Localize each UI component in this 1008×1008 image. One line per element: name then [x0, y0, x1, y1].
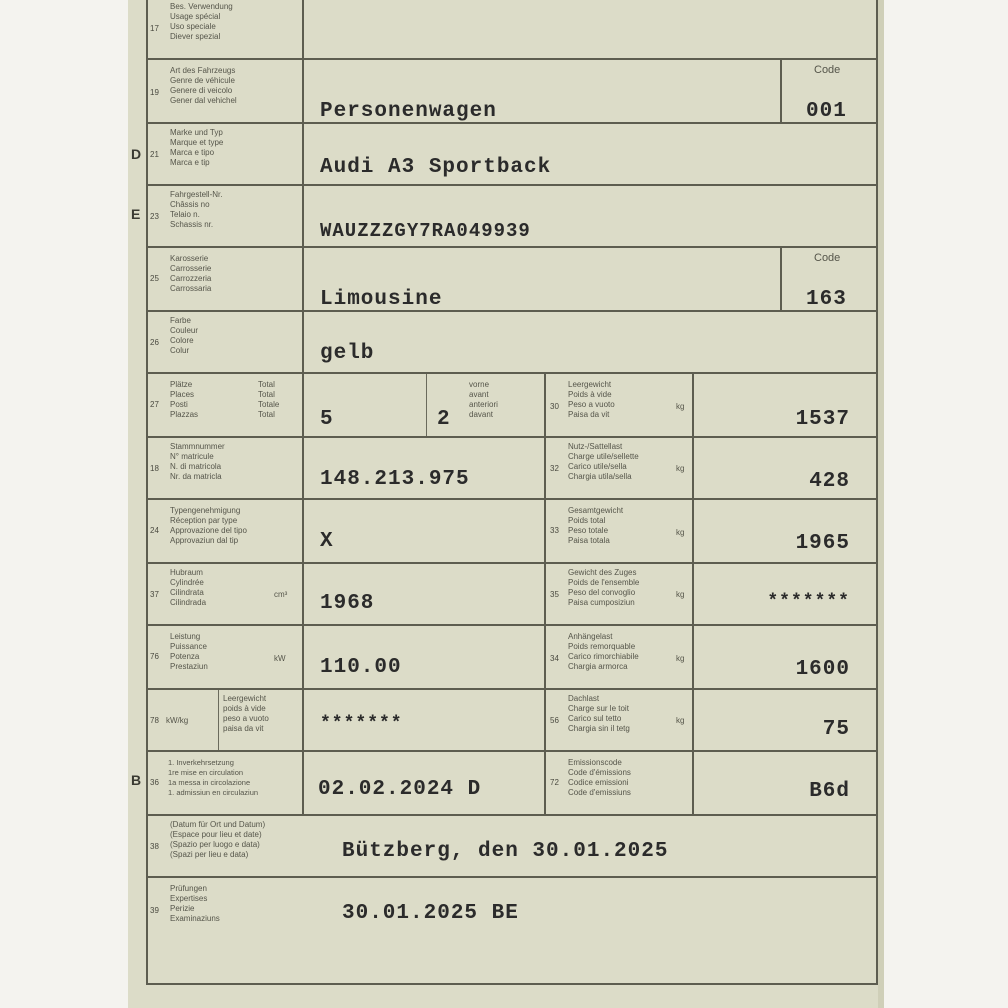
unit-label: kg	[676, 590, 685, 599]
vehicle-type-value: Personenwagen	[320, 100, 497, 123]
front-seats-label: vorne avant anteriori davant	[469, 380, 498, 419]
value-cell-23	[304, 186, 878, 248]
field-label-18: Stammnummer N° matricule N. di matricola Nr. da matricla	[170, 442, 225, 481]
field-number: 18	[150, 464, 159, 473]
field-number: 19	[150, 88, 159, 97]
field-label-27: Plätze Places Posti Plazzas	[170, 380, 199, 419]
vehicle-type-code: 001	[806, 100, 847, 123]
body-code: 163	[806, 288, 847, 311]
power-value: 110.00	[320, 656, 402, 679]
label-cell-76	[146, 626, 304, 690]
label-cell-36	[146, 752, 304, 816]
label-cell-18	[146, 438, 304, 500]
field-number: 78	[150, 716, 159, 725]
field-number: 26	[150, 338, 159, 347]
vin-value: WAUZZZGY7RA049939	[320, 220, 531, 242]
field-number: 32	[550, 464, 559, 473]
value-cell-21	[304, 124, 878, 186]
value-cell-34	[694, 626, 878, 690]
field-number: 56	[550, 716, 559, 725]
field-number: 39	[150, 906, 159, 915]
gross-weight-value: 1965	[795, 532, 850, 555]
field-label-21: Marke und Typ Marque et type Marca e tipo Marca e tip	[170, 128, 224, 167]
field-label-38: (Datum für Ort und Datum) (Espace pour lieu et date) (Spazio per luogo e data) (Spazi per lieu e data)	[170, 820, 266, 859]
label-cell-30	[546, 374, 694, 438]
label-cell-27	[146, 374, 304, 438]
value-cell-26	[304, 312, 878, 374]
field-number: 25	[150, 274, 159, 283]
empty-weight-value: 1537	[795, 408, 850, 431]
field-number: 24	[150, 526, 159, 535]
field-number: 23	[150, 212, 159, 221]
unit-label: cm³	[274, 590, 288, 599]
power-weight-label: kW/kg	[166, 716, 189, 725]
field-number: 34	[550, 654, 559, 663]
front-seats-cell	[426, 374, 546, 436]
body-value: Limousine	[320, 288, 443, 311]
power-weight-value: *******	[320, 714, 403, 734]
color-value: gelb	[320, 342, 375, 365]
field-number: 27	[150, 400, 159, 409]
label-cell-17	[146, 0, 304, 60]
field-label-56: Dachlast Charge sur le toit Carico sul tetto Chargia sin il tetg	[568, 694, 630, 733]
label-cell-24	[146, 500, 304, 564]
value-cell-33	[694, 500, 878, 564]
field-label-30: Leergewicht Poids à vide Peso a vuoto Paisa da vit	[568, 380, 615, 419]
field-number: 35	[550, 590, 559, 599]
towing-load-value: 1600	[795, 658, 850, 681]
code-label: Code	[814, 64, 841, 76]
value-cell-30	[694, 374, 878, 438]
row-39	[146, 878, 878, 984]
total-label: Total Total Totale Total	[258, 380, 280, 419]
field-label-25: Karosserie Carrosserie Carrozzeria Carrossaria	[170, 254, 212, 293]
margin-letter-d: D	[131, 146, 142, 162]
value-cell-36	[304, 752, 546, 816]
label-cell-78	[146, 690, 304, 752]
label-cell-33	[546, 500, 694, 564]
field-label-76: Leistung Puissance Potenza Prestaziun	[170, 632, 208, 671]
place-date-value: Bützberg, den 30.01.2025	[342, 840, 669, 863]
seats-front-value: 2	[437, 408, 451, 431]
field-label-24: Typengenehmigung Réception par type Approvazione del tipo Approvaziun dal tip	[170, 506, 247, 545]
type-approval-value: X	[320, 530, 334, 553]
unit-label: kg	[676, 528, 685, 537]
first-registration-value: 02.02.2024 D	[318, 778, 482, 801]
unit-label: kg	[676, 402, 685, 411]
make-model-value: Audi A3 Sportback	[320, 156, 552, 179]
label-cell-23	[146, 186, 304, 248]
field-label-26: Farbe Couleur Colore Colur	[170, 316, 199, 355]
field-label-78: Leergewicht poids à vide peso a vuoto paisa da vit	[223, 694, 269, 733]
value-cell-56	[694, 690, 878, 752]
label-cell-35	[546, 564, 694, 626]
label-cell-37	[146, 564, 304, 626]
field-number: 38	[150, 842, 159, 851]
field-label-35: Gewicht des Zuges Poids de l'ensemble Peso del convoglio Paisa cumposiziun	[568, 568, 640, 607]
value-cell-72	[694, 752, 878, 816]
value-cell-35	[694, 564, 878, 626]
emission-code-value: B6d	[809, 780, 850, 803]
seats-total-value: 5	[320, 408, 334, 431]
field-label-17: Bes. Verwendung Usage spécial Uso speciale Diever spezial	[170, 2, 233, 41]
field-label-23: Fahrgestell-Nr. Châssis no Telaio n. Schassis nr.	[170, 190, 223, 229]
label-cell-34	[546, 626, 694, 690]
power-weight-sub	[218, 690, 302, 750]
value-cell-37	[304, 564, 546, 626]
margin-letter-b: B	[131, 772, 142, 788]
field-label-33: Gesamtgewicht Poids total Peso totale Paisa totala	[568, 506, 624, 545]
unit-label: kg	[676, 464, 685, 473]
code-cell-19	[780, 60, 878, 124]
field-number: 36	[150, 778, 159, 787]
label-cell-72	[546, 752, 694, 816]
unit-label: kW	[274, 654, 286, 663]
label-cell-32	[546, 438, 694, 500]
code-label: Code	[814, 252, 841, 264]
displacement-value: 1968	[320, 592, 375, 615]
label-cell-25	[146, 248, 304, 312]
field-label-19: Art des Fahrzeugs Genre de véhicule Genere di veicolo Gener dal vehichel	[170, 66, 237, 105]
field-number: 72	[550, 778, 559, 787]
label-cell-19	[146, 60, 304, 124]
code-cell-25	[780, 248, 878, 312]
field-label-32: Nutz-/Sattellast Charge utile/sellette Carico utile/sella Chargia utila/sella	[568, 442, 639, 481]
field-label-36: 1. Inverkehrsetzung 1re mise en circulation 1a messa in circolazione 1. admissiun en circulaziun	[168, 758, 259, 797]
field-label-37: Hubraum Cylindrée Cilindrata Cilindrada	[170, 568, 207, 607]
field-number: 37	[150, 590, 159, 599]
value-cell-18	[304, 438, 546, 500]
label-cell-26	[146, 312, 304, 374]
field-label-39: Prüfungen Expertises Perizie Examinaziuns	[170, 884, 220, 923]
field-number: 17	[150, 24, 159, 33]
margin-letter-e: E	[131, 206, 141, 222]
registration-number-value: 148.213.975	[320, 468, 470, 491]
payload-value: 428	[809, 470, 850, 493]
value-cell-76	[304, 626, 546, 690]
field-number: 33	[550, 526, 559, 535]
unit-label: kg	[676, 654, 685, 663]
field-number: 21	[150, 150, 159, 159]
value-cell-24	[304, 500, 546, 564]
label-cell-21	[146, 124, 304, 186]
field-label-72: Emissionscode Code d'émissions Codice emissioni Code d'emissiuns	[568, 758, 631, 797]
value-cell-78	[304, 690, 546, 752]
unit-label: kg	[676, 716, 685, 725]
row-38	[146, 816, 878, 878]
field-number: 76	[150, 652, 159, 661]
roof-load-value: 75	[822, 718, 850, 741]
train-weight-value: *******	[767, 592, 850, 612]
value-cell-32	[694, 438, 878, 500]
field-label-34: Anhängelast Poids remorquable Carico rimorchiabile Chargia armorca	[568, 632, 639, 671]
label-cell-56	[546, 690, 694, 752]
inspection-value: 30.01.2025 BE	[342, 902, 519, 925]
value-cell-17	[304, 0, 878, 60]
paper-edge	[878, 0, 884, 1008]
field-number: 30	[550, 402, 559, 411]
